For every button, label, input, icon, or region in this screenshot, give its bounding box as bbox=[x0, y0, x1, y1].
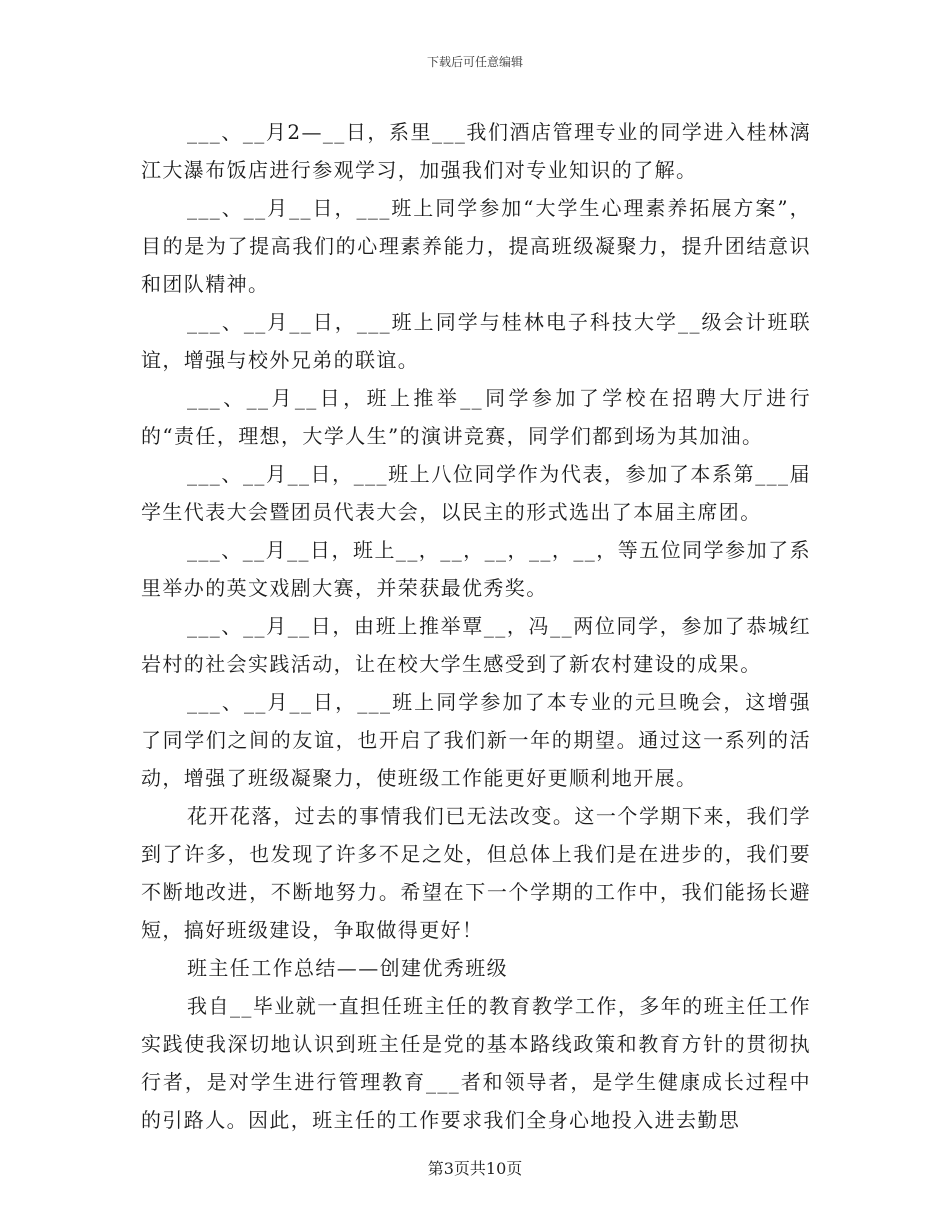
paragraph-5: ___、__月__日，___班上八位同学作为代表，参加了本系第___届学生代表大会暨团员代表大会，以民主的形式选出了本届主席团。 bbox=[141, 462, 811, 524]
page-header: 下载后可任意编辑 bbox=[426, 55, 523, 69]
paragraph-6: ___、__月__日，班上__，__，__，__，__，等五位同学参加了系里举办的英文戏剧大赛，并荣获最优秀奖。 bbox=[141, 538, 811, 600]
section-heading: 班主任工作总结——创建优秀班级 bbox=[187, 956, 508, 980]
paragraph-9: 花开花落，过去的事情我们已无法改变。这一个学期下来，我们学到了许多，也发现了许多不足之处，但总体上我们是在进步的，我们要不断地改进，不断地努力。希望在下一个学期的工作中，我们能扬长避短，搞好班级建设，争取做得更好！ bbox=[141, 804, 811, 942]
paragraph-3: ___、__月__日，___班上同学与桂林电子科技大学__级会计班联谊，增强与校外兄弟的联谊。 bbox=[141, 310, 811, 372]
page-footer: 第3页共10页 bbox=[427, 1159, 523, 1178]
paragraph-1: ___、__月2—__日，系里___我们酒店管理专业的同学进入桂林漓江大瀑布饭店进行参观学习，加强我们对专业知识的了解。 bbox=[141, 120, 811, 182]
paragraph-8: ___、__月__日，___班上同学参加了本专业的元旦晚会，这增强了同学们之间的友谊，也开启了我们新一年的期望。通过这一系列的活动，增强了班级凝聚力，使班级工作能更好更顺利地开展。 bbox=[141, 690, 811, 790]
document-body bbox=[141, 113, 811, 1139]
paragraph-7: ___、__月__日，由班上推举覃__，冯__两位同学，参加了恭城红岩村的社会实践活动，让在校大学生感受到了新农村建设的成果。 bbox=[141, 614, 811, 676]
paragraph-10: 我自__毕业就一直担任班主任的教育教学工作，多年的班主任工作实践使我深切地认识到班主任是党的基本路线政策和教育方针的贯彻执行者，是对学生进行管理教育___者和领导者，是学生健康成长过程中的引路人。因此，班主任的工作要求我们全身心地投入进去勤思 bbox=[141, 994, 811, 1132]
paragraph-2: ___、__月__日，___班上同学参加“大学生心理素养拓展方案”，目的是为了提高我们的心理素养能力，提高班级凝聚力，提升团结意识和团队精神。 bbox=[141, 196, 811, 296]
paragraph-4: ___、__月__日，班上推举__同学参加了学校在招聘大厅进行的“责任，理想，大学人生”的演讲竞赛，同学们都到场为其加油。 bbox=[141, 386, 811, 448]
